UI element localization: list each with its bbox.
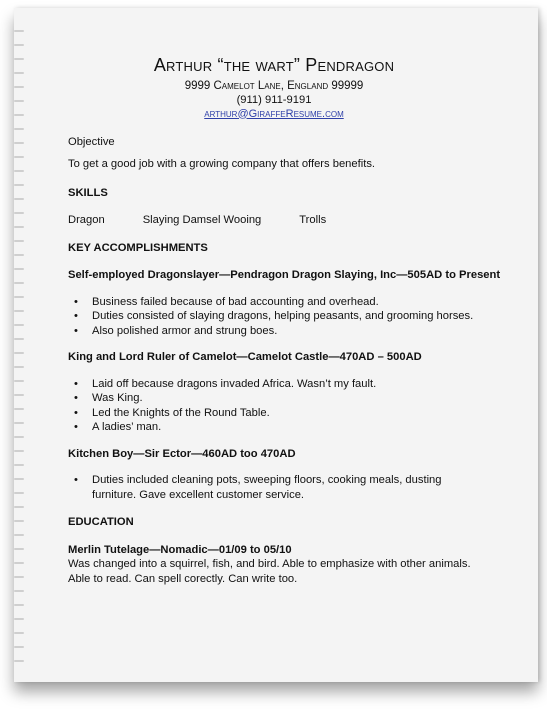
applicant-name: Arthur “the wart” Pendragon [153,55,395,75]
job-bullets [68,473,472,502]
job-title: King and Lord Ruler of Camelot—Camelot Castle—470AD – 500AD [68,351,422,363]
skill-item: Dragon [68,214,105,226]
skill-item: Slaying Damsel Wooing [142,214,262,226]
objective-heading: Objective [68,135,115,148]
list-item: • Business failed because of bad accounting and overhead. [92,295,508,310]
accomplishments-heading: KEY ACCOMPLISHMENTS [68,241,208,254]
job-bullets [68,377,508,435]
list-item: • Also polished armor and strung boes. [92,324,508,339]
education-text: Was changed into a squirrel, fish, and bird. Able to emphasize with other animals. Able to read. Can spell corectly. Can write too. [68,558,471,585]
job-title: Self-employed Dragonslayer—Pendragon Dragon Slaying, Inc—505AD to Present [68,269,501,281]
list-item: • Laid off because dragons invaded Africa. Wasn’t my fault. [92,377,508,392]
torn-edge [14,30,26,670]
list-item: • Was King. [92,391,508,406]
skills-list [68,213,508,228]
resume-header [0,55,547,121]
phone-number: (911) 911-9191 [236,93,312,106]
list-item: • Led the Knights of the Round Table. [92,406,508,421]
job-title: Kitchen Boy—Sir Ector—460AD too 470AD [68,447,296,460]
skill-item: Trolls [299,214,327,226]
job-bullets [68,295,508,339]
education-heading: EDUCATION [68,516,134,528]
list-item: • Duties included cleaning pots, sweeping floors, cooking meals, dusting furniture. Gave excellent customer service. [92,473,472,502]
objective-text: To get a good job with a growing company that offers benefits. [68,158,376,170]
resume-content [68,55,508,586]
skills-heading: SKILLS [68,186,108,199]
email-link[interactable]: arthur@GiraffeResume.com [204,107,344,120]
education-title: Merlin Tutelage—Nomadic—01/09 to 05/10 [68,543,292,556]
address: 9999 Camelot Lane, England 99999 [184,79,364,92]
list-item: • A ladies’ man. [92,420,508,435]
list-item: • Duties consisted of slaying dragons, helping peasants, and grooming horses. [92,309,508,324]
